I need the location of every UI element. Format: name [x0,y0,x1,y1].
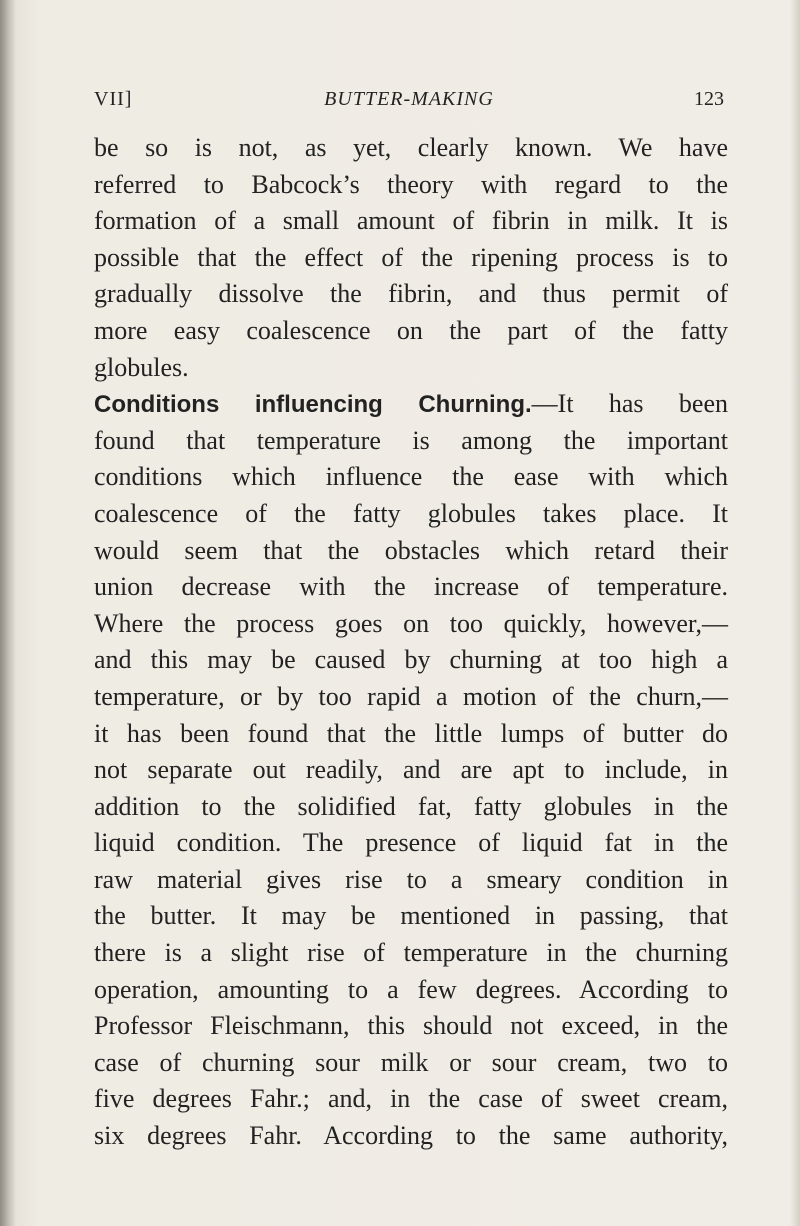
text-line: Professor Fleischmann, this should not exceed, in the [94,1011,728,1041]
text-line: more easy coalescence on the part of the fatty [94,315,728,345]
text-line: it has been found that the little lumps of butter do [94,718,728,748]
text-line: raw material gives rise to a smeary condition in [94,864,728,894]
text-line: case of churning sour milk or sour cream, two to [94,1047,728,1077]
text-line: liquid condition. The presence of liquid fat in the [94,828,728,858]
text-line: five degrees Fahr.; and, in the case of sweet cream, [94,1084,728,1114]
text-line: referred to Babcock’s theory with regard to the [94,169,728,199]
text-line: there is a slight rise of temperature in the churning [94,938,728,968]
text-line: would seem that the obstacles which retard their [94,535,728,565]
text-line: gradually dissolve the fibrin, and thus permit of [94,279,728,309]
text-line: found that temperature is among the important [94,425,728,455]
binding-shadow [0,0,16,1226]
text-line: union decrease with the increase of temperature. [94,572,728,602]
text-line: and this may be caused by churning at too high a [94,645,728,675]
body-text [94,130,728,1155]
section-heading-line [94,386,728,423]
text-line: conditions which influence the ease with which [94,462,728,492]
text-line: not separate out readily, and are apt to include, in [94,755,728,785]
text-line: the butter. It may be mentioned in passing, that [94,901,728,931]
text-line-rest: —It has been [531,389,728,419]
text-line: temperature, or by too rapid a motion of the churn,— [94,681,728,711]
text-line: possible that the effect of the ripening process is to [94,242,728,272]
text-line: operation, amounting to a few degrees. According to [94,974,728,1004]
text-line: be so is not, as yet, clearly known. We have [94,133,728,162]
text-line: globules. [94,352,189,382]
page-number: 123 [694,88,724,110]
page-edge-shadow [790,0,800,1226]
section-heading: Conditions influencing Churning. [94,391,532,419]
running-head [94,86,724,116]
chapter-number: VII] [94,88,133,110]
text-line: formation of a small amount of fibrin in milk. It is [94,206,728,236]
running-title: BUTTER-MAKING [324,88,494,110]
text-line: Where the process goes on too quickly, however,— [94,608,728,638]
text-line: coalescence of the fatty globules takes place. It [94,498,728,528]
text-line: addition to the solidified fat, fatty globules in the [94,791,728,821]
text-line: six degrees Fahr. According to the same authority, [94,1121,728,1151]
